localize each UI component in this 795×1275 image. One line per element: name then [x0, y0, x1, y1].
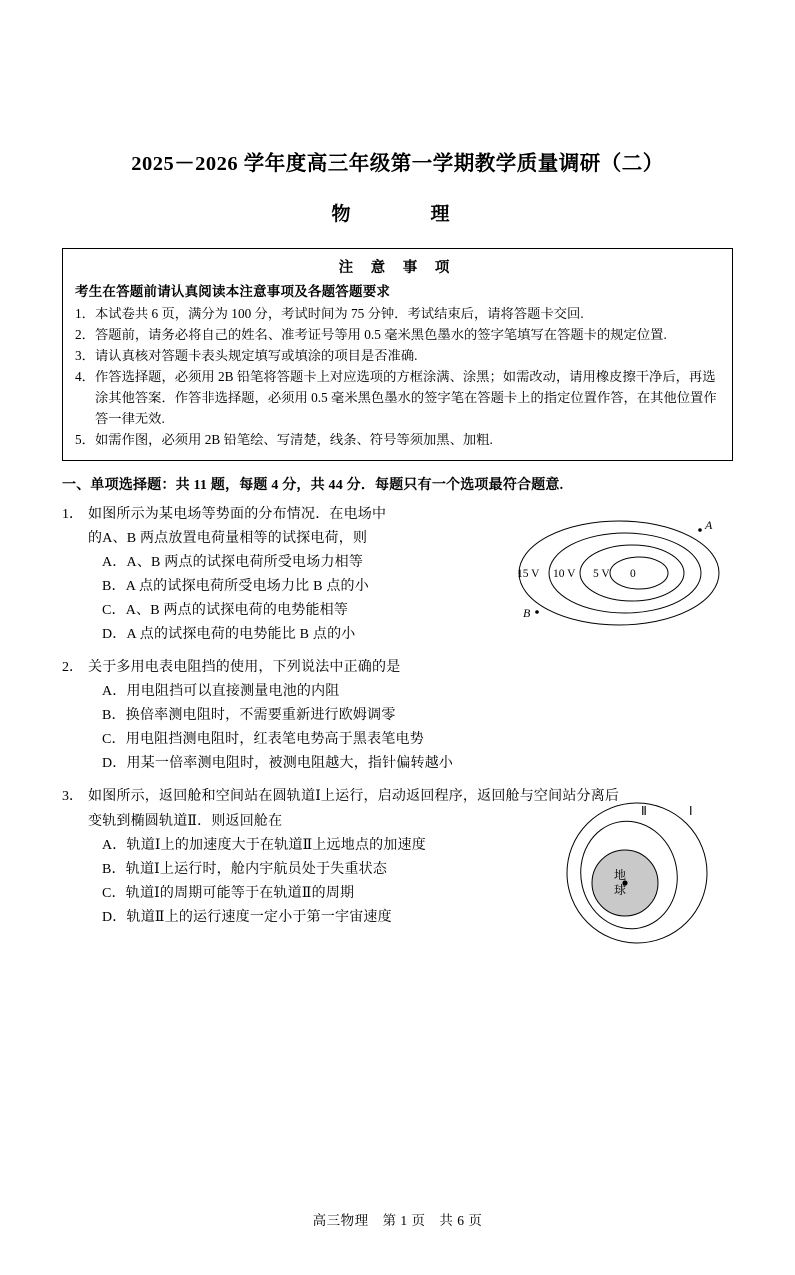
question-number: 1．: [62, 506, 83, 522]
notice-item: [75, 366, 722, 429]
figure-label-earth-2: 球: [614, 883, 627, 898]
notice-lead: 考生在答题前请认真阅读本注意事项及各题答题要求: [75, 283, 391, 299]
notice-item-text: 作答选择题，必须用 2B 铅笔将答题卡上对应选项的方框涂满、涂黑；如需改动，请用橡皮擦干净后，再选涂其他答案．作答非选择题，必须用 0.5 毫米黑色墨水的签字笔在答题卡上的指定位置作答，在其他位置作答一律无效.: [95, 368, 717, 426]
question-option: C．A、B 两点的试探电荷的电势能相等: [102, 602, 349, 618]
figure-label-0V: 0: [630, 567, 636, 580]
notice-item-number: 3．: [75, 347, 95, 363]
figure-label-earth-1: 地: [614, 868, 627, 883]
question-stem-line: 的A、B 两点放置电荷量相等的试探电荷，则: [88, 530, 368, 546]
question-option: A．A、B 两点的试探电荷所受电场力相等: [102, 554, 364, 570]
question-3: [62, 785, 733, 957]
notice-item-text: 请认真核对答题卡表头规定填写或填涂的项目是否准确.: [95, 347, 418, 363]
figure-label-A: A: [705, 517, 713, 532]
notice-heading: 注 意 事 项: [338, 259, 457, 276]
figure-label-15V: 15 V: [517, 567, 540, 580]
question-option: B．轨道Ⅰ上运行时，舱内宇航员处于失重状态: [102, 861, 388, 877]
question-stem-line: 如图所示为某电场等势面的分布情况．在电场中: [88, 506, 387, 522]
question-number: 2．: [62, 660, 83, 676]
notice-item: [75, 303, 722, 324]
orbit-figure: [549, 795, 729, 947]
question-2: [62, 656, 733, 776]
question-stem-line: 关于多用电表电阻挡的使用，下列说法中正确的是: [88, 660, 401, 676]
question-number: 3．: [62, 789, 83, 805]
notice-item-number: 4．: [75, 368, 95, 384]
figure-label-5V: 5 V: [593, 567, 610, 580]
notice-item-text: 如需作图，必须用 2B 铅笔绘、写清楚，线条、符号等须加黑、加粗.: [95, 431, 493, 447]
figure-label-orbit-I: Ⅰ: [689, 804, 693, 819]
question-option: C．用电阻挡测电阻时，红表笔电势高于黑表笔电势: [102, 732, 424, 748]
notice-item: [75, 429, 722, 450]
exam-page: [0, 152, 795, 1275]
notice-item-number: 2．: [75, 326, 95, 342]
notice-item-number: 5．: [75, 431, 95, 447]
equipotential-svg: [515, 517, 733, 635]
page-footer: [0, 1209, 795, 1229]
question-option: A．轨道Ⅰ上的加速度大于在轨道Ⅱ上远地点的加速度: [102, 837, 426, 853]
question-1: [62, 503, 733, 647]
question-option: D．轨道Ⅱ上的运行速度一定小于第一宇宙速度: [102, 909, 392, 925]
notice-item: [75, 345, 722, 366]
page-title: 2025－2026 学年度高三年级第一学期教学质量调研（二）: [131, 153, 664, 175]
orbit-svg: [549, 795, 729, 947]
question-option: C．轨道Ⅰ的周期可能等于在轨道Ⅱ的周期: [102, 885, 355, 901]
notice-item: [75, 324, 722, 345]
question-stem-line: 变轨到椭圆轨道Ⅱ．则返回舱在: [88, 813, 283, 829]
figure-label-10V: 10 V: [553, 567, 576, 580]
footer-subject: 高三物理: [312, 1213, 369, 1228]
footer-page: 第 1 页: [382, 1213, 426, 1228]
notice-item-text: 本试卷共 6 页，满分为 100 分，考试时间为 75 分钟．考试结束后，请将答题卡交回.: [95, 305, 584, 321]
question-option: B．换倍率测电阻时，不需要重新进行欧姆调零: [102, 708, 396, 724]
subject-title: 物 理: [331, 203, 464, 225]
notice-item-text: 答题前，请务必将自己的姓名、准考证号等用 0.5 毫米黑色墨水的签字笔填写在答题卡的规定位置.: [95, 326, 667, 342]
notice-item-number: 1．: [75, 305, 95, 321]
question-option: D．A 点的试探电荷的电势能比 B 点的小: [102, 626, 356, 642]
notice-box: [62, 248, 733, 461]
section-heading: 一、单项选择题：共 11 题，每题 4 分，共 44 分．每题只有一个选项最符合题意.: [62, 477, 564, 493]
question-option: B．A 点的试探电荷所受电场力比 B 点的小: [102, 578, 369, 594]
question-option: A．用电阻挡可以直接测量电池的内阻: [102, 684, 340, 700]
footer-total: 共 6 页: [439, 1213, 483, 1228]
figure-label-orbit-II: Ⅱ: [641, 804, 647, 819]
question-stem-line: 如图所示，返回舱和空间站在圆轨道Ⅰ上运行，启动返回程序，返回舱与空间站分离后: [88, 789, 620, 805]
figure-label-B: B: [523, 605, 531, 620]
question-option: D．用某一倍率测电阻时，被测电阻越大，指针偏转越小: [102, 756, 454, 772]
equipotential-lines-figure: [515, 517, 733, 635]
